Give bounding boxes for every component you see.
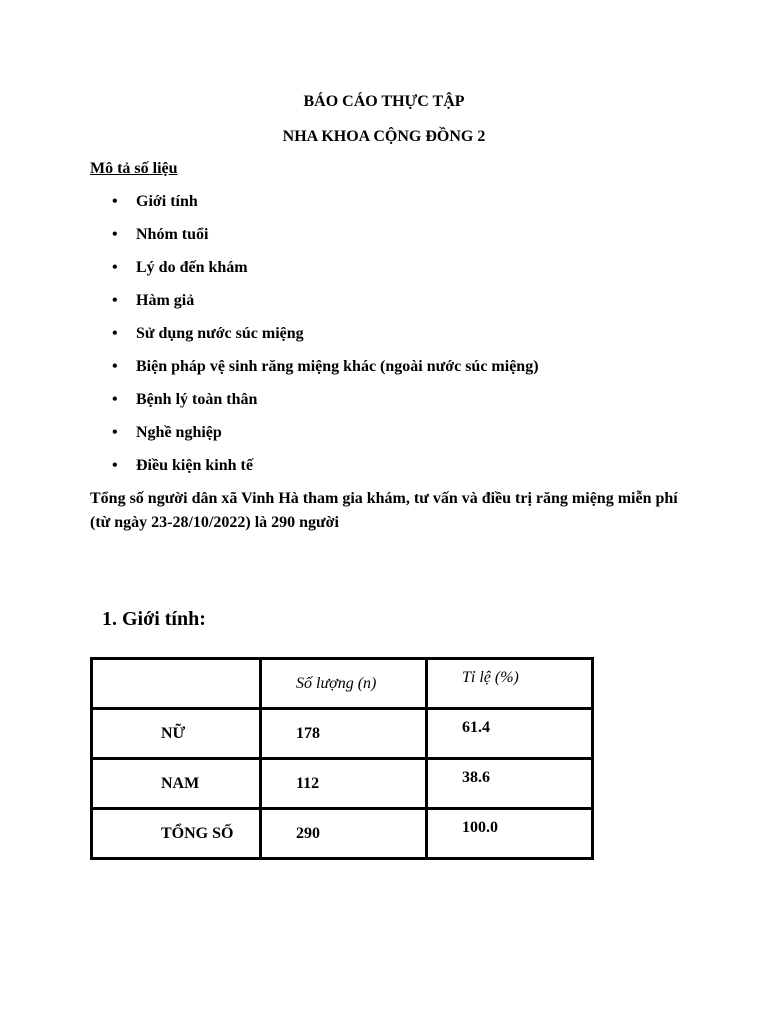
variable-list <box>0 191 539 488</box>
list-item <box>0 422 539 455</box>
table-cell <box>92 759 261 809</box>
bullet-icon: • <box>112 391 118 408</box>
table-row <box>92 809 593 859</box>
table-cell <box>427 659 593 709</box>
table-cell <box>261 659 427 709</box>
header-label <box>93 675 161 692</box>
list-item <box>0 323 539 356</box>
table-cell <box>92 709 261 759</box>
header-label: Tỉ lệ (%) <box>462 668 519 686</box>
list-item <box>0 356 539 389</box>
row-label: TỔNG SỐ <box>161 824 234 842</box>
list-item <box>0 224 539 257</box>
table-cell <box>427 759 593 809</box>
table-cell <box>92 809 261 859</box>
list-item-label: Nhóm tuổi <box>136 226 209 243</box>
bullet-icon: • <box>112 193 118 210</box>
bullet-icon: • <box>112 325 118 342</box>
bullet-icon: • <box>112 457 118 474</box>
table-cell <box>92 659 261 709</box>
count-value: 112 <box>296 774 320 792</box>
table-cell <box>427 809 593 859</box>
list-item-label: Điều kiện kinh tế <box>136 457 253 474</box>
summary-paragraph: Tổng số người dân xã Vinh Hà tham gia khám, tư vấn và điều trị răng miệng miễn phí (từ ngày 23-28/10/2022) là 290 người <box>90 490 678 531</box>
list-item <box>0 389 539 422</box>
list-item-label: Hàm giả <box>136 292 195 309</box>
percent-value: 61.4 <box>462 718 490 736</box>
gender-table <box>90 657 594 860</box>
table-cell <box>427 709 593 759</box>
table-cell <box>261 809 427 859</box>
bullet-icon: • <box>112 358 118 375</box>
table-header-row <box>92 659 593 709</box>
section-label: Mô tả số liệu <box>90 160 178 177</box>
list-item-label: Lý do đến khám <box>136 259 248 276</box>
report-title: BÁO CÁO THỰC TẬP <box>303 93 465 110</box>
percent-value: 38.6 <box>462 768 490 786</box>
bullet-icon: • <box>112 259 118 276</box>
row-label: NỮ <box>161 724 186 742</box>
bullet-icon: • <box>112 424 118 441</box>
list-item <box>0 257 539 290</box>
list-item-label: Giới tính <box>136 193 198 210</box>
bullet-icon: • <box>112 226 118 243</box>
bullet-icon: • <box>112 292 118 309</box>
table-row <box>92 759 593 809</box>
table-row <box>92 709 593 759</box>
list-item-label: Sử dụng nước súc miệng <box>136 325 304 342</box>
list-item-label: Biện pháp vệ sinh răng miệng khác (ngoài nước súc miệng) <box>136 358 539 375</box>
list-item <box>0 290 539 323</box>
percent-value: 100.0 <box>462 818 498 836</box>
list-item-label: Bệnh lý toàn thân <box>136 391 258 408</box>
list-item-label: Nghề nghiệp <box>136 424 222 441</box>
table-cell <box>261 759 427 809</box>
header-label: Số lượng (n) <box>296 674 377 692</box>
count-value: 290 <box>296 824 320 842</box>
section-heading-gender: 1. Giới tính: <box>102 608 206 630</box>
row-label: NAM <box>161 774 200 792</box>
count-value: 178 <box>296 724 320 742</box>
list-item <box>0 191 539 224</box>
list-item <box>0 455 539 488</box>
table-cell <box>261 709 427 759</box>
report-subtitle: NHA KHOA CỘNG ĐỒNG 2 <box>282 128 486 145</box>
